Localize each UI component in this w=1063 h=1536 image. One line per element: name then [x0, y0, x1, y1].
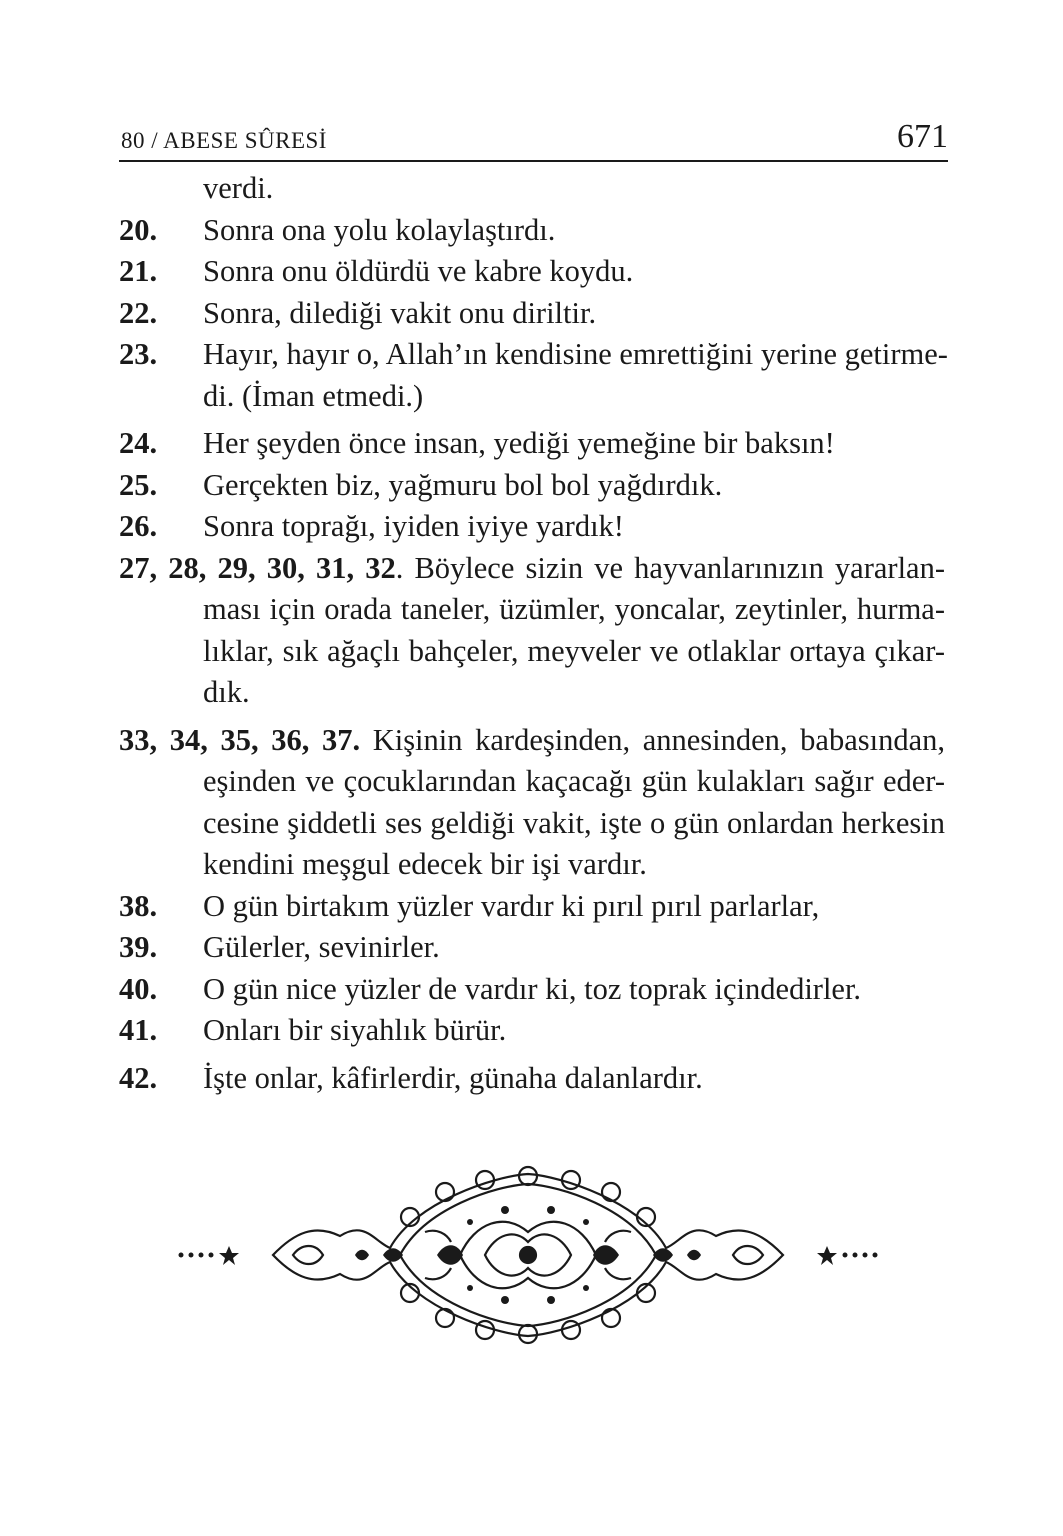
verse-continuation	[119, 168, 945, 210]
verse-text: verdi.	[203, 171, 274, 205]
verse-33-37-cont	[119, 761, 945, 803]
verse-text: eşinden ve çocuklarından kaçacağı gün kulakları sağır eder-	[203, 764, 945, 798]
verse-text: O gün birtakım yüzler vardır ki pırıl pırıl parlarlar,	[203, 888, 820, 923]
verse-23-cont	[119, 376, 945, 418]
verse-25	[119, 465, 945, 507]
verse-number: 26.	[119, 509, 158, 543]
verse-number: 33, 34, 35, 36, 37.	[119, 722, 361, 757]
verse-text-start: Kişinin kardeşinden, annesinden, babasından,	[360, 722, 945, 757]
verse-text: lıklar, sık ağaçlı bahçeler, meyveler ve otlaklar ortaya çıkar-	[203, 633, 945, 668]
verse-21	[119, 251, 945, 293]
verse-number: 41.	[119, 1013, 158, 1047]
verse-text: Gülerler, sevinirler.	[203, 930, 440, 964]
verse-22	[119, 293, 945, 335]
verse-33-37-cont	[119, 844, 945, 886]
verse-26	[119, 506, 945, 548]
verse-number: 23.	[119, 337, 158, 371]
verse-text: di. (İman etmedi.)	[203, 378, 424, 413]
verse-24	[119, 423, 945, 465]
verse-20	[119, 210, 945, 252]
verse-text: Sonra ona yolu kolaylaştırdı.	[203, 212, 556, 247]
verse-number: 40.	[119, 971, 158, 1006]
verse-33-37-cont	[119, 803, 945, 845]
verse-number: 38.	[119, 888, 158, 923]
verse-27-32-cont	[119, 589, 945, 631]
verse-number: 39.	[119, 930, 158, 964]
verse-text: Gerçekten biz, yağmuru bol bol yağdırdık.	[203, 467, 723, 502]
verse-text: İşte onlar, kâfirlerdir, günaha dalanlardır.	[203, 1060, 703, 1095]
verse-text: Sonra onu öldürdü ve kabre koydu.	[203, 254, 634, 288]
verse-33-37	[119, 720, 945, 762]
verse-23	[119, 334, 948, 376]
running-head: 80 / ABESE SÛRESİ	[121, 128, 327, 153]
verse-number: 25.	[119, 467, 158, 502]
verse-number: 22.	[119, 295, 158, 330]
verse-number: 42.	[119, 1060, 158, 1095]
verse-27-32	[119, 548, 945, 590]
verse-27-32-cont	[119, 672, 945, 714]
verse-number: 24.	[119, 426, 158, 460]
verse-number: 21.	[119, 254, 158, 288]
verse-text-start: . Böylece sizin ve hayvanlarınızın yararlan-	[395, 550, 945, 585]
verse-text	[119, 548, 945, 590]
verse-text: Onları bir siyahlık bürür.	[203, 1013, 507, 1047]
page-header	[119, 112, 948, 162]
verse-number: 27, 28, 29, 30, 31, 32	[119, 550, 396, 585]
verse-text: cesine şiddetli ses geldiği vakit, işte o gün onlardan herkesin	[203, 805, 945, 840]
verse-text: kendini meşgul edecek bir işi vardır.	[203, 847, 647, 881]
page-number: 671	[897, 118, 948, 155]
verse-40	[119, 969, 945, 1011]
verse-text	[119, 720, 945, 762]
verse-39	[119, 927, 945, 969]
verse-38	[119, 886, 945, 928]
verse-text: Her şeyden önce insan, yediği yemeğine bir baksın!	[203, 426, 835, 460]
floral-ornament-icon	[175, 1162, 881, 1348]
verse-text: Sonra toprağı, iyiden iyiye yardık!	[203, 509, 624, 543]
verse-text: O gün nice yüzler de vardır ki, toz toprak içindedirler.	[203, 971, 862, 1006]
verse-list	[119, 168, 948, 1099]
verse-41	[119, 1010, 945, 1052]
verse-number: 20.	[119, 212, 158, 247]
verse-text: dık.	[203, 675, 250, 709]
verse-27-32-cont	[119, 631, 945, 673]
verse-text: ması için orada taneler, üzümler, yoncalar, zeytinler, hurma-	[203, 592, 945, 626]
verse-42	[119, 1058, 945, 1100]
verse-text: Hayır, hayır o, Allah’ın kendisine emrettiğini yerine getirme-	[203, 337, 948, 371]
verse-text: Sonra, dilediği vakit onu diriltir.	[203, 295, 597, 330]
